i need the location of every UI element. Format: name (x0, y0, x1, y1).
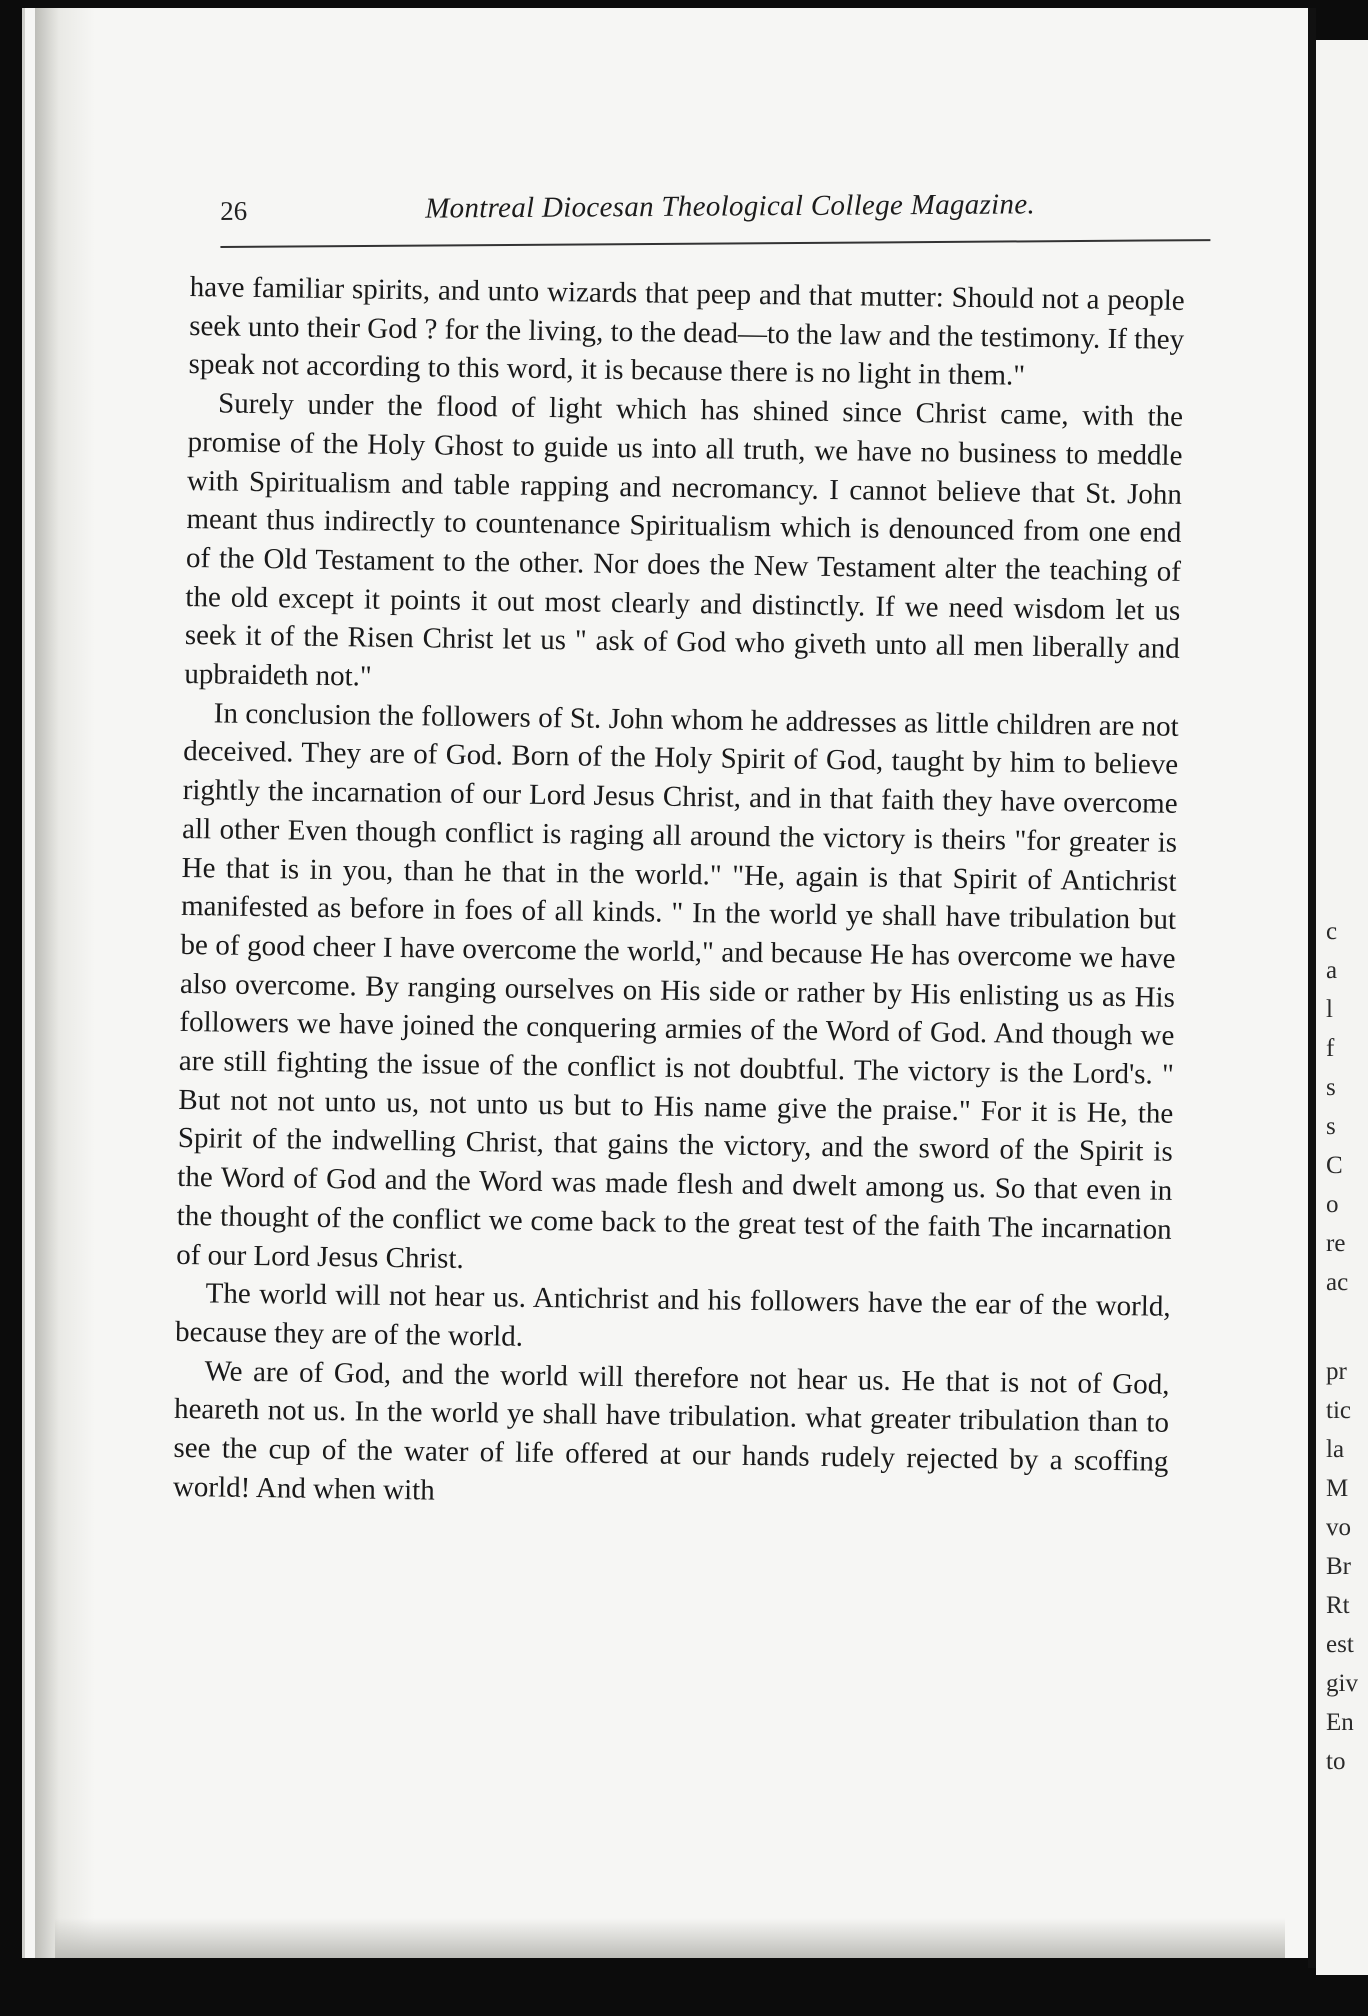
adjacent-page-fragment: f (1326, 1035, 1335, 1062)
adjacent-page-fragment: C (1326, 1152, 1343, 1179)
adjacent-page-fragment: to (1326, 1748, 1346, 1775)
body-text (173, 268, 1185, 1520)
adjacent-page-fragment: Br (1326, 1553, 1351, 1580)
adjacent-page-fragment: tic (1326, 1397, 1351, 1424)
adjacent-page-fragment: pr (1326, 1358, 1347, 1385)
paragraph-1: have familiar spirits, and unto wizards that peep and that mutter: Should not a people seek unto their God ? for the living, to the dead—to the law and the testimony. If they speak not according to this word, it is because there is no light in them." (188, 270, 1185, 393)
adjacent-page-fragment: a (1326, 957, 1338, 984)
page-gutter (1308, 8, 1316, 1968)
adjacent-page-fragment: s (1326, 1113, 1336, 1140)
page-number: 26 (220, 195, 248, 226)
paragraph-5: We are of God, and the world will therefore not hear us. He that is not of God, heareth not us. In the world ye shall have tribulation. what greater tribulation than to see the cup of the water of life offered at our hands rudely rejected by a scoffing world! And when with (172, 1355, 1170, 1507)
paragraph-3: In conclusion the followers of St. John whom he addresses as little children are not deceived. They are of God. Born of the Holy Spirit of God, taught by him to believe rightly the incarnation of our Lord Jesus Christ, and in that faith they have overcome all other Even though conflict is raging all around the victory is theirs "for greater is He that is in you, than he that in the world." "He, again is that Spirit of Antichrist manifested as before in foes of all kinds. " In the world ye shall have tribulation but be of good cheer I have overcome the world," and because He has overcome we have also overcome. By ranging ourselves on His side or rather by His enlisting us as His followers we have joined the conquering armies of the Word of God. And though we are still fighting the issue of the conflict is not doubtful. The victory is the Lord's. " But not not unto us, not unto us but to His name give the praise." For it is He, the Spirit of the indwelling Christ, that gains the victory, and the sword of the Spirit is the Word of God and the Word was made flesh and dwelt among us. So that even in the thought of the conflict we come back to the great test of the faith The incarnation of our Lord Jesus Christ. (176, 697, 1179, 1275)
adjacent-page-fragment: s (1326, 1074, 1336, 1101)
adjacent-page-fragment: Rt (1326, 1592, 1350, 1619)
adjacent-page-fragment: o (1326, 1191, 1339, 1218)
adjacent-page-fragment: vo (1326, 1514, 1351, 1541)
adjacent-page-fragment: l (1326, 996, 1333, 1023)
adjacent-page-fragment: M (1326, 1475, 1349, 1502)
adjacent-page-fragment: En (1326, 1709, 1354, 1736)
adjacent-page-fragment: re (1326, 1230, 1346, 1257)
header-rule (220, 239, 1210, 248)
adjacent-page-fragment: giv (1326, 1670, 1358, 1697)
running-head: Montreal Diocesan Theological College Magazine. (425, 188, 1036, 225)
adjacent-page-fragment: la (1326, 1436, 1345, 1463)
adjacent-page-fragment: c (1326, 918, 1338, 945)
adjacent-page-fragment: ac (1326, 1269, 1349, 1296)
page-header (220, 179, 1210, 256)
paragraph-2: Surely under the flood of light which has shined since Christ came, with the promise of the Holy Ghost to guide us into all truth, we have no business to meddle with Spiritualism and table rapping and necromancy. I cannot believe that St. John meant thus indirectly to countenance Spiritualism which is denounced from one end of the Old Testament to the other. Nor does the New Testament alter the teaching of the old except it points it out most clearly and distinctly. If we need wisdom let us seek it of the Risen Christ let us " ask of God who giveth unto all men liberally and upbraideth not." (184, 387, 1184, 693)
paragraph-4: The world will not hear us. Antichrist and his followers have the ear of the world, because they are of the world. (174, 1277, 1171, 1353)
adjacent-page-fragment: est (1326, 1631, 1354, 1658)
